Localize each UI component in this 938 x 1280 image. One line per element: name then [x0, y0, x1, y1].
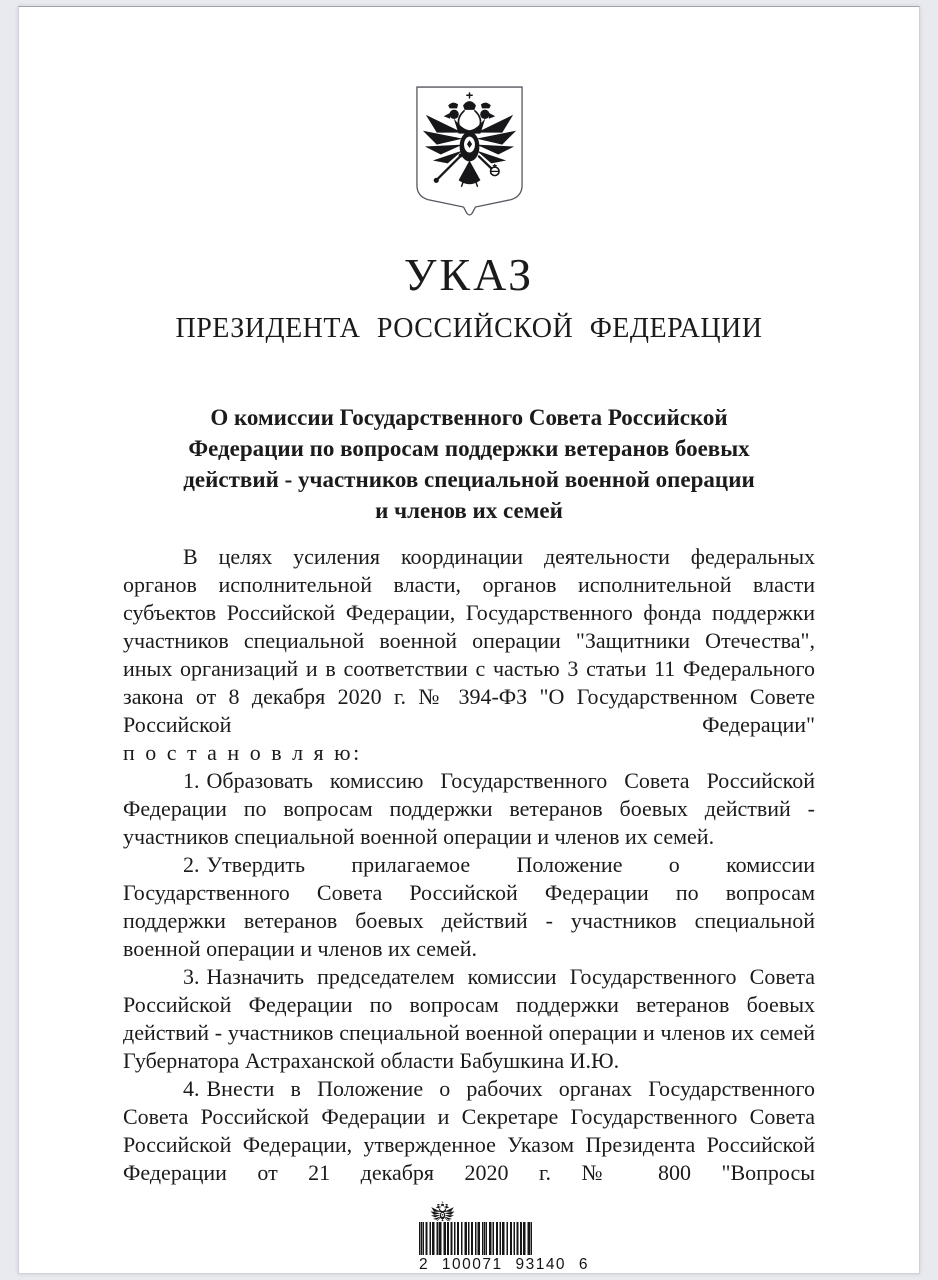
- item-number: 3.: [183, 964, 200, 990]
- enacting-clause: п о с т а н о в л я ю:: [123, 740, 362, 766]
- item-text: Назначить председателем комиссии Государственного Совета Российской Федерации по вопросам поддержки ветеранов боевых действий - участников специальной военной операции и членов их семей Губернатора Астраханской области Бабушкина И.Ю.: [123, 964, 815, 1074]
- decree-body: [123, 543, 815, 1187]
- barcode-image: [419, 1222, 532, 1255]
- barcode-digits: 2 100071 93140 6: [419, 1256, 589, 1274]
- decree-item-1: [123, 767, 815, 851]
- coat-of-arms: [123, 85, 815, 226]
- item-number: 1.: [183, 768, 200, 794]
- decree-page: [18, 6, 920, 1274]
- item-number: 4.: [183, 1076, 200, 1102]
- item-text: Внести в Положение о рабочих органах Государственного Совета Российской Федерации и Секретаре Государственного Совета Российской Федерации, утвержденное Указом Президента Российской Федерации от 21 декабря 2020 г. № 800 "Вопросы: [123, 1076, 815, 1186]
- subject-title: [123, 402, 815, 526]
- decree-item-4: [123, 1075, 815, 1187]
- barcode-stamp-icon: [429, 1201, 456, 1221]
- item-text: Утвердить прилагаемое Положение о комиссии Государственного Совета Российской Федерации по вопросам поддержки ветеранов боевых действий - участников специальной военной операции и членов их семей.: [123, 852, 815, 962]
- item-number: 2.: [183, 852, 200, 878]
- coat-of-arms-icon: [410, 85, 529, 221]
- subject-line: и членов их семей: [375, 498, 563, 524]
- doc-issuer: ПРЕЗИДЕНТА РОССИЙСКОЙ ФЕДЕРАЦИИ: [175, 313, 763, 344]
- item-text: Образовать комиссию Государственного Совета Российской Федерации по вопросам поддержки ветеранов боевых действий - участников специальной военной операции и членов их семей.: [123, 768, 815, 850]
- subject-line: О комиссии Государственного Совета Российской: [210, 405, 728, 431]
- preamble: В целях усиления координации деятельности федеральных органов исполнительной власти, органов исполнительной власти субъектов Российской Федерации, Государственного фонда поддержки участников специальной военной операции "Защитники Отечества", иных организаций и в соответствии с частью 3 статьи 11 Федерального закона от 8 декабря 2020 г. № 394-ФЗ "О Государственном Совете Российской Федерации": [123, 544, 815, 738]
- decree-item-3: [123, 963, 815, 1075]
- subject-line: Федерации по вопросам поддержки ветеранов боевых: [188, 436, 750, 462]
- doc-type-title: УКАЗ: [403, 249, 535, 300]
- subject-line: действий - участников специальной военной операции: [183, 467, 755, 493]
- barcode-block: [419, 1201, 589, 1274]
- decree-item-2: [123, 851, 815, 963]
